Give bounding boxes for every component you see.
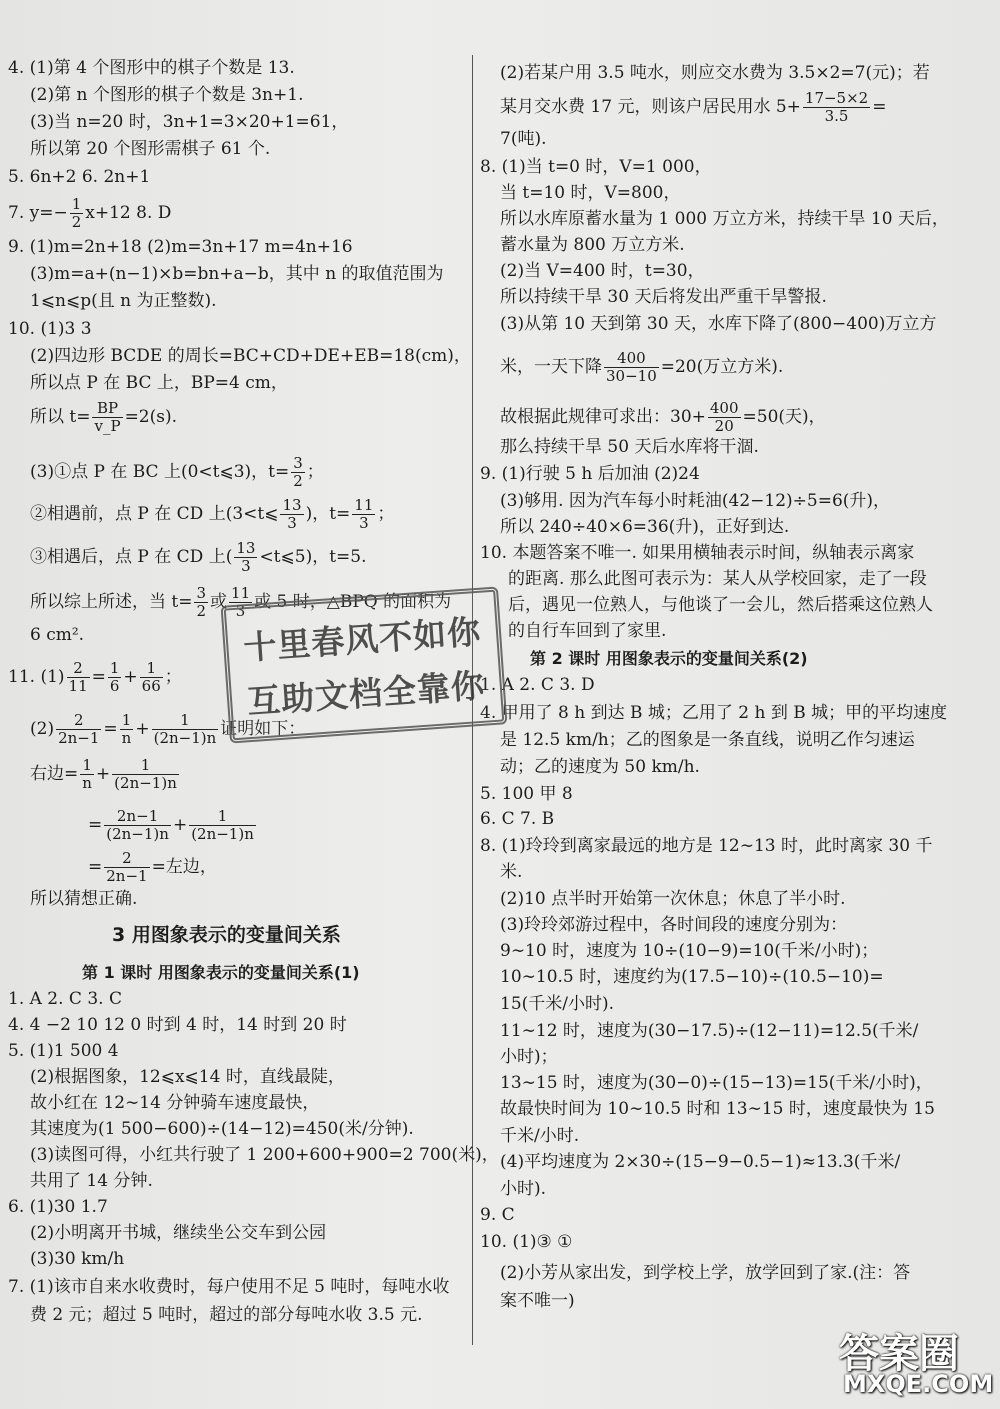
answer-line: 所以第 20 个图形需棋子 61 个. <box>30 139 271 159</box>
answer-line: 其速度为(1 500−600)÷(14−12)=450(米/分钟). <box>30 1119 414 1139</box>
answer-line: 的距离. 那么此图可表示为：某人从学校回家，走了一段 <box>508 569 927 589</box>
answer-line: (3)30 km/h <box>30 1249 125 1269</box>
denominator: 20 <box>714 417 734 435</box>
fraction <box>708 400 741 435</box>
answer-line: 当 t=10 时，V=800， <box>500 183 681 203</box>
numerator: BP <box>92 400 122 418</box>
denominator: (2n−1)n <box>114 774 177 792</box>
text-run: 或 5 时，△BPQ 的面积为 <box>254 592 452 612</box>
answer-line: 所以持续干旱 30 天后将发出严重干旱警报. <box>500 287 827 307</box>
text-run: 某月交水费 17 元，则该户居民用水 5+ <box>500 97 801 117</box>
answer-line: (3)从第 10 天到第 30 天，水库下降了(800−400)万立方 <box>500 314 937 334</box>
text-run: 11. (1) <box>8 667 65 687</box>
numerator: 1 <box>112 757 179 775</box>
text-run: (3)①点 P 在 BC 上(0<t⩽3)，t= <box>30 462 290 482</box>
answer-line: 是 12.5 km/h；乙的图象是一条直线，说明乙作匀速运 <box>500 730 915 750</box>
answer-line: 共用了 14 分钟. <box>30 1171 153 1191</box>
text-run: =2(s). <box>124 407 178 427</box>
stamp-line: 十里春风不如你 <box>242 611 483 668</box>
answer-line: 1. A 2. C 3. C <box>8 989 122 1009</box>
answer-line: 5. (1)1 500 4 <box>8 1041 119 1061</box>
answer-line: 15(千米/小时). <box>500 994 615 1014</box>
numerator: 13 <box>236 539 256 557</box>
answer-line: 8. (1)玲玲到离家最远的地方是 12∼13 时，此时离家 30 千 <box>480 836 933 856</box>
answer-line: 10. 本题答案不唯一. 如果用横轴表示时间，纵轴表示离家 <box>480 543 915 563</box>
answer-line: 9. C <box>480 1205 515 1225</box>
denominator: 2n−1 <box>58 729 100 747</box>
answer-line <box>30 400 177 435</box>
fraction <box>108 660 122 695</box>
text-run: 证明如下： <box>220 719 306 739</box>
answer-line: 1⩽n⩽p(且 n 为正整数). <box>30 291 217 311</box>
fraction <box>291 455 305 490</box>
numerator: 1 <box>109 659 120 677</box>
lesson-title: 第 1 课时 用图象表示的变量间关系(1) <box>82 963 360 982</box>
denominator: (2n−1)n <box>106 825 169 843</box>
denominator: (2n−1)n <box>153 729 217 747</box>
answer-line <box>88 808 258 843</box>
numerator: 2 <box>104 850 149 868</box>
fraction <box>352 497 375 532</box>
denominator: 3 <box>359 514 369 532</box>
fraction <box>70 196 84 231</box>
answer-line <box>8 196 171 231</box>
denominator: 66 <box>141 677 161 695</box>
answer-line <box>30 497 394 532</box>
answer-line: 10. (1)3 3 <box>8 319 92 339</box>
answer-line: (2)小芳从家出发，到学校上学，放学回到了家.(注：答 <box>500 1263 911 1283</box>
denominator: 3 <box>235 602 246 620</box>
answer-line: 5. 100 甲 8 <box>480 784 573 804</box>
text-run: <t⩽5)，t=5. <box>259 547 367 567</box>
answer-line: 所以点 P 在 BC 上，BP=4 cm， <box>30 373 288 393</box>
answer-line: (3)玲玲郊游过程中，各时间段的速度分别为： <box>500 915 848 935</box>
fraction <box>234 540 257 575</box>
text-run: 或 <box>210 592 228 612</box>
answer-line: 案不唯一) <box>500 1291 575 1311</box>
answer-line <box>30 455 324 490</box>
numerator: 2n−1 <box>104 808 171 826</box>
answer-line: (3)读图可得，小红共行驶了 1 200+600+900=2 700(米)， <box>30 1145 499 1165</box>
fraction <box>152 712 219 747</box>
numerator: 2 <box>56 712 101 730</box>
denominator: 30−10 <box>606 367 657 385</box>
answer-line: (3)当 n=20 时，3n+1=3×20+1=61， <box>30 112 349 132</box>
answer-line: 动；乙的速度为 50 km/h. <box>500 757 700 777</box>
answer-line: 4. 甲用了 8 h 到达 B 城；乙用了 2 h 到 B 城；甲的平均速度 <box>480 703 948 723</box>
fraction <box>120 712 134 747</box>
fraction <box>189 808 256 843</box>
fraction <box>112 757 179 792</box>
answer-line <box>30 540 367 575</box>
denominator: 3.5 <box>824 107 849 125</box>
answer-line: (2)若某户用 3.5 吨水，则应交水费为 3.5×2=7(元)；若 <box>500 63 930 83</box>
answer-line: (4)平均速度为 2×30÷(15−9−0.5−1)≈13.3(千米/ <box>500 1152 901 1172</box>
text-run: 所以综上所述，当 t= <box>30 592 193 612</box>
text-run: = <box>88 815 103 835</box>
watermark-url: MXQE.COM <box>843 1370 994 1398</box>
numerator: 11 <box>354 496 374 514</box>
answer-line: 所以水库原蓄水量为 1 000 万立方米，持续干旱 10 天后， <box>500 209 949 229</box>
text-run: ； <box>306 462 324 482</box>
text-run: (2) <box>30 719 55 739</box>
fraction <box>604 350 659 385</box>
section-title: 3 用图象表示的变量间关系 <box>112 924 341 946</box>
numerator: 400 <box>709 399 739 417</box>
denominator: 2 <box>196 602 207 620</box>
text-run: 7. y=− <box>8 203 68 223</box>
text-run: + <box>172 815 188 835</box>
answer-line: 9. (1)m=2n+18 (2)m=3n+17 m=4n+16 <box>8 237 353 257</box>
denominator: 2 <box>71 213 82 231</box>
numerator: 2 <box>67 660 90 678</box>
answer-line: 1. A 2. C 3. D <box>480 675 595 695</box>
text-run: )，t= <box>305 504 351 524</box>
answer-line <box>500 350 783 385</box>
answer-line <box>30 757 181 792</box>
text-run: 故根据此规律可求出：30+ <box>500 407 706 427</box>
answer-line: 7. (1)该市自来水收费时，每户使用不足 5 吨时，每吨水收 <box>8 1277 450 1297</box>
text-run: =50(天)， <box>742 407 826 427</box>
answer-line: 故最快时间为 10∼10.5 时和 13∼15 时，速度最快为 15 <box>500 1099 935 1119</box>
text-run: = <box>91 667 106 687</box>
answer-line: 千米/小时. <box>500 1126 580 1146</box>
answer-line <box>8 660 182 695</box>
stamp <box>221 586 508 743</box>
answer-line <box>500 400 826 435</box>
answer-line <box>500 90 886 125</box>
denominator: 3 <box>287 514 297 532</box>
fraction <box>92 400 122 435</box>
answer-line: (2)小明离开书城，继续坐公交车到公园 <box>30 1223 327 1243</box>
answer-line: (3)够用. 因为汽车每小时耗油(42−12)÷5=6(升)， <box>500 491 891 511</box>
fraction <box>194 585 208 620</box>
answer-line: 蓄水量为 800 万立方米. <box>500 235 685 255</box>
denominator: 3 <box>241 557 251 575</box>
text-run: (3<t⩽ <box>225 504 279 524</box>
numerator: 1 <box>189 808 256 826</box>
text-run: = <box>88 857 103 877</box>
text-run: x+12 8. D <box>85 203 172 223</box>
answer-line: 费 2 元；超过 5 吨时，超过的部分每吨水收 3.5 元. <box>30 1305 423 1325</box>
numerator: 3 <box>293 454 303 472</box>
numerator: 1 <box>80 757 94 775</box>
answer-line: 的自行车回到了家里. <box>508 621 667 641</box>
answer-line: 10. (1)③ ① <box>480 1232 573 1252</box>
denominator: 2 <box>293 472 303 490</box>
answer-line: (3)m=a+(n−1)×b=bn+a−b，其中 n 的取值范围为 <box>30 264 444 284</box>
answer-line: 9. (1)行驶 5 h 后加油 (2)24 <box>480 464 700 484</box>
text-run: ③相遇后，点 P 在 CD 上 <box>30 547 226 567</box>
watermark-text: 答案圈 <box>839 1331 959 1377</box>
answer-line: 13∼15 时，速度为(30−0)÷(15−13)=15(千米/小时)， <box>500 1073 933 1093</box>
fraction <box>140 660 163 695</box>
answer-line: 10∼10.5 时，速度约为(17.5−10)÷(10.5−10)= <box>500 967 884 987</box>
numerator: 1 <box>152 712 219 730</box>
numerator: 1 <box>140 660 163 678</box>
text-run: + <box>95 764 111 784</box>
stamp-line: 互助文档全靠你 <box>245 665 487 722</box>
text-run: =左边， <box>151 857 217 877</box>
answer-line: 6. (1)30 1.7 <box>8 1197 108 1217</box>
answer-line: 小时). <box>500 1179 547 1199</box>
fraction <box>80 757 94 792</box>
numerator: 13 <box>282 496 302 514</box>
text-run: ； <box>164 667 182 687</box>
text-run: 所以 t= <box>30 407 91 427</box>
denominator: 6 <box>109 677 120 695</box>
text-run: =20(万立方米). <box>660 357 784 377</box>
watermark-logo <box>835 1322 995 1402</box>
answer-line: 8. (1)当 t=0 时，V=1 000， <box>480 157 712 177</box>
answer-line: 小时)； <box>500 1047 558 1067</box>
text-run: ( <box>225 547 233 567</box>
numerator: 11 <box>231 584 251 602</box>
text-run: + <box>135 719 150 739</box>
answer-line: 4. 4 −2 10 12 0 时到 4 时，14 时到 20 时 <box>8 1015 347 1035</box>
numerator: 17−5×2 <box>804 89 869 107</box>
answer-line: 米. <box>500 862 523 882</box>
answer-line: 所以猜想正确. <box>30 889 138 909</box>
answer-line: 所以 240÷40×6=36(升)，正好到达. <box>500 517 790 537</box>
denominator: n <box>82 774 92 792</box>
fraction <box>104 808 171 843</box>
denominator: 11 <box>68 677 88 695</box>
text-run: ②相遇前，点 P 在 CD 上 <box>30 504 226 524</box>
answer-line: 5. 6n+2 6. 2n+1 <box>8 167 151 187</box>
text-run: 右边= <box>30 764 79 784</box>
answer-line: (2)根据图象，12⩽x⩽14 时，直线最陡， <box>30 1067 345 1087</box>
text-run: = <box>872 97 887 117</box>
answer-line: 6 cm². <box>30 625 85 645</box>
answer-line: 11∼12 时，速度为(30−17.5)÷(12−11)=12.5(千米/ <box>500 1021 919 1041</box>
fraction <box>803 90 870 125</box>
answer-line: (2)第 n 个图形的棋子个数是 3n+1. <box>30 85 304 105</box>
answer-line: 后，遇见一位熟人，与他谈了一会儿，然后搭乘这位熟人 <box>508 595 933 615</box>
numerator: 3 <box>196 584 207 602</box>
answer-line <box>88 850 217 885</box>
fraction <box>67 660 90 695</box>
denominator: v_P <box>94 417 121 435</box>
numerator: 1 <box>120 712 134 730</box>
text-run: = <box>103 719 118 739</box>
answer-line: 7(吨). <box>500 129 547 149</box>
denominator: n <box>121 729 132 747</box>
fraction <box>104 850 149 885</box>
denominator: (2n−1)n <box>191 825 254 843</box>
answer-line: (2)当 V=400 时，t=30， <box>500 261 705 281</box>
answer-line: 4. (1)第 4 个图形中的棋子个数是 13. <box>8 58 295 78</box>
numerator: 1 <box>71 195 82 213</box>
lesson-title: 第 2 课时 用图象表示的变量间关系(2) <box>530 649 808 668</box>
answer-line: (2)10 点半时开始第一次休息；休息了半小时. <box>500 889 846 909</box>
answer-line: 那么持续干旱 50 天后水库将干涸. <box>500 437 759 457</box>
text-run: 米，一天下降 <box>500 357 602 377</box>
denominator: 2n−1 <box>106 867 148 885</box>
answer-line: 9∼10 时，速度为 10÷(10−9)=10(千米/小时)； <box>500 941 879 961</box>
fraction <box>56 712 101 747</box>
fraction <box>280 497 303 532</box>
text-run: + <box>123 667 138 687</box>
answer-line: (2)四边形 BCDE 的周长=BC+CD+DE+EB=18(cm)， <box>30 346 471 366</box>
answer-line: 故小红在 12∼14 分钟骑车速度最快， <box>30 1093 320 1113</box>
text-run: ； <box>377 504 395 524</box>
answer-line: 6. C 7. B <box>480 809 555 829</box>
numerator: 400 <box>604 350 659 368</box>
